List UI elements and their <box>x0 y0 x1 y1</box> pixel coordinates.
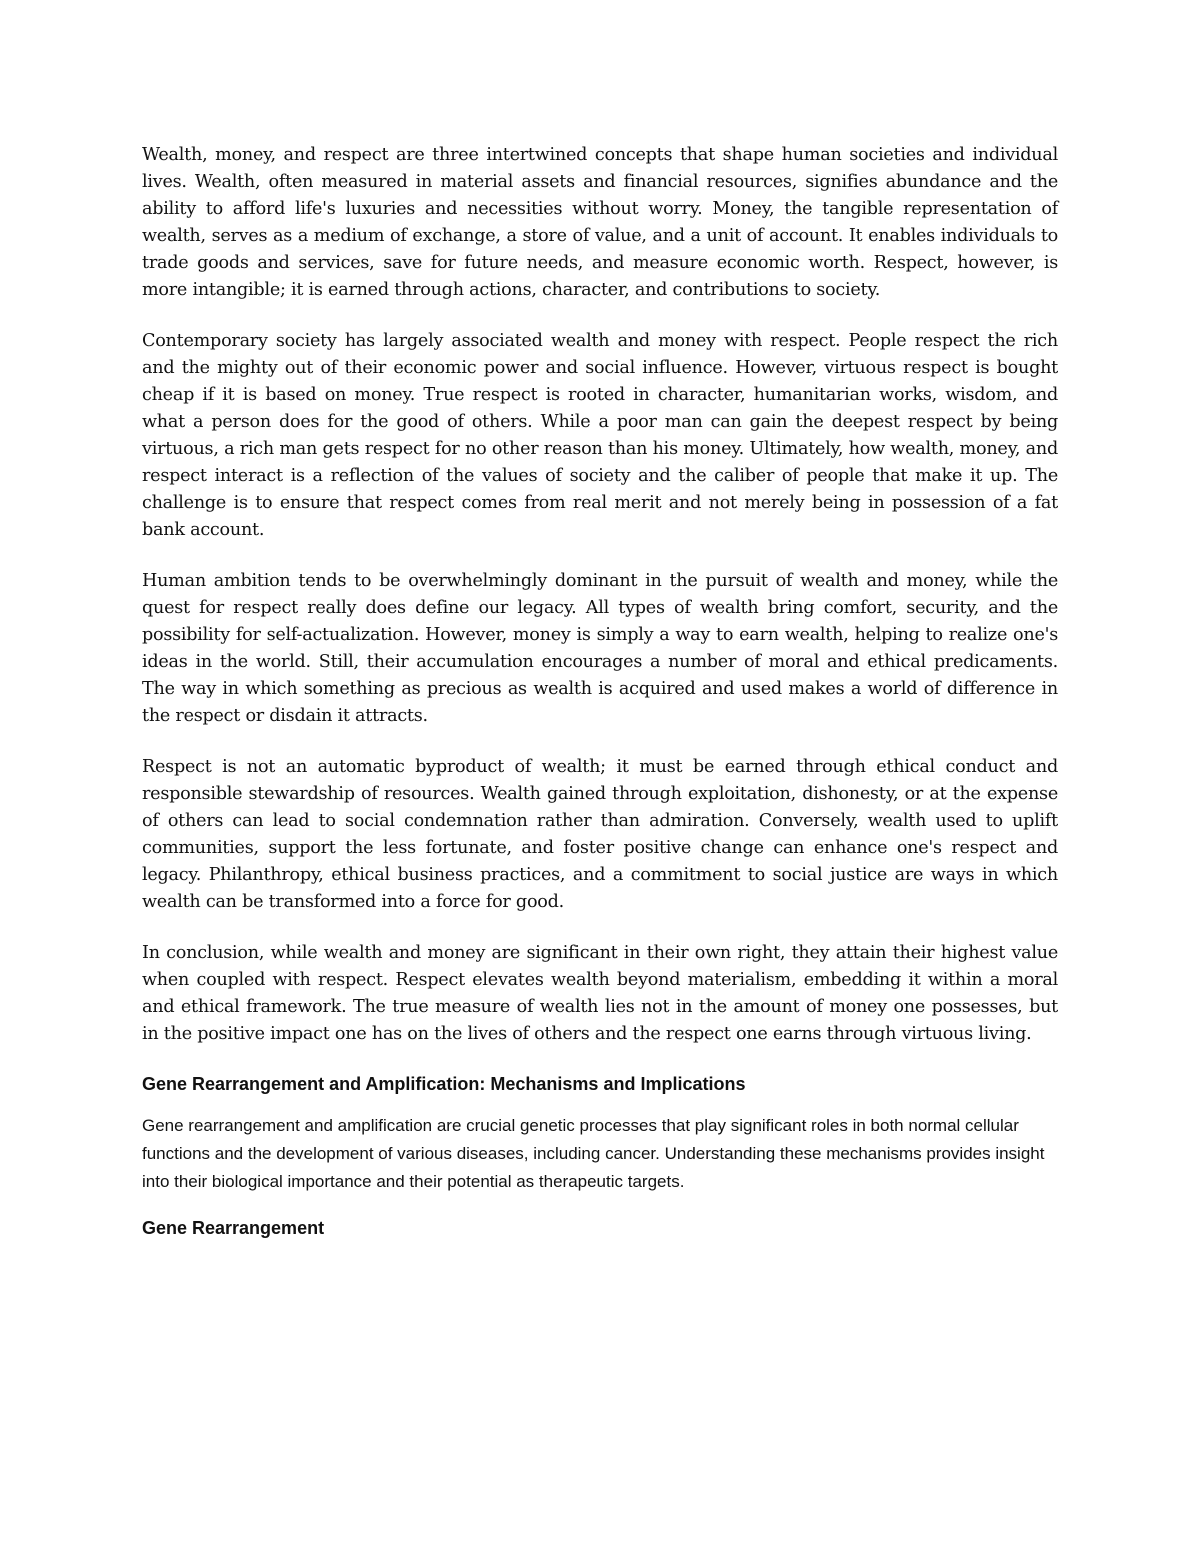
section-intro-paragraph: Gene rearrangement and amplification are crucial genetic processes that play significant roles in both normal cellular functions and the development of various diseases, including cancer. Understanding these mechanisms provides insight into their biological importance and their potential as therapeutic targets. <box>142 1116 1045 1191</box>
paragraph-respect-not-automatic: Respect is not an automatic byproduct of wealth; it must be earned through ethical conduct and responsible stewardship of resources. Wealth gained through exploitation, dishonesty, or at the expense of others can lead to social condemnation rather than admiration. Conversely, wealth used to uplift communities, support the less fortunate, and foster positive change can enhance one's respect and legacy. Philanthropy, ethical business practices, and a commitment to social justice are ways in which wealth can be transformed into a force for good. <box>142 757 1058 912</box>
paragraph-wealth-money-respect: Wealth, money, and respect are three intertwined concepts that shape human societies and individual lives. Wealth, often measured in material assets and financial resources, signifies abundance and the ability to afford life's luxuries and necessities without worry. Money, the tangible representation of wealth, serves as a medium of exchange, a store of value, and a unit of account. It enables individuals to trade goods and services, save for future needs, and measure economic worth. Respect, however, is more intangible; it is earned through actions, character, and contributions to society. <box>142 145 1058 300</box>
section-heading-gene-rearrangement-amplification: Gene Rearrangement and Amplification: Mechanisms and Implications <box>142 1074 746 1094</box>
paragraph-contemporary-society: Contemporary society has largely associated wealth and money with respect. People respect the rich and the mighty out of their economic power and social influence. However, virtuous respect is bought cheap if it is based on money. True respect is rooted in character, humanitarian works, wisdom, and what a person does for the good of others. While a poor man can gain the deepest respect by being virtuous, a rich man gets respect for no other reason than his money. Ultimately, how wealth, money, and respect interact is a reflection of the values of society and the caliber of people that make it up. The challenge is to ensure that respect comes from real merit and not merely being in possession of a fat bank account. <box>142 331 1058 540</box>
document-body <box>142 142 1058 1256</box>
paragraph-conclusion: In conclusion, while wealth and money are significant in their own right, they attain their highest value when coupled with respect. Respect elevates wealth beyond materialism, embedding it within a moral and ethical framework. The true measure of wealth lies not in the amount of money one possesses, but in the positive impact one has on the lives of others and the respect one earns through virtuous living. <box>142 943 1058 1044</box>
paragraph-human-ambition: Human ambition tends to be overwhelmingly dominant in the pursuit of wealth and money, while the quest for respect really does define our legacy. All types of wealth bring comfort, security, and the possibility for self-actualization. However, money is simply a way to earn wealth, helping to realize one's ideas in the world. Still, their accumulation encourages a number of moral and ethical predicaments. The way in which something as precious as wealth is acquired and used makes a world of difference in the respect or disdain it attracts. <box>142 571 1058 726</box>
subheading-gene-rearrangement: Gene Rearrangement <box>142 1218 325 1238</box>
